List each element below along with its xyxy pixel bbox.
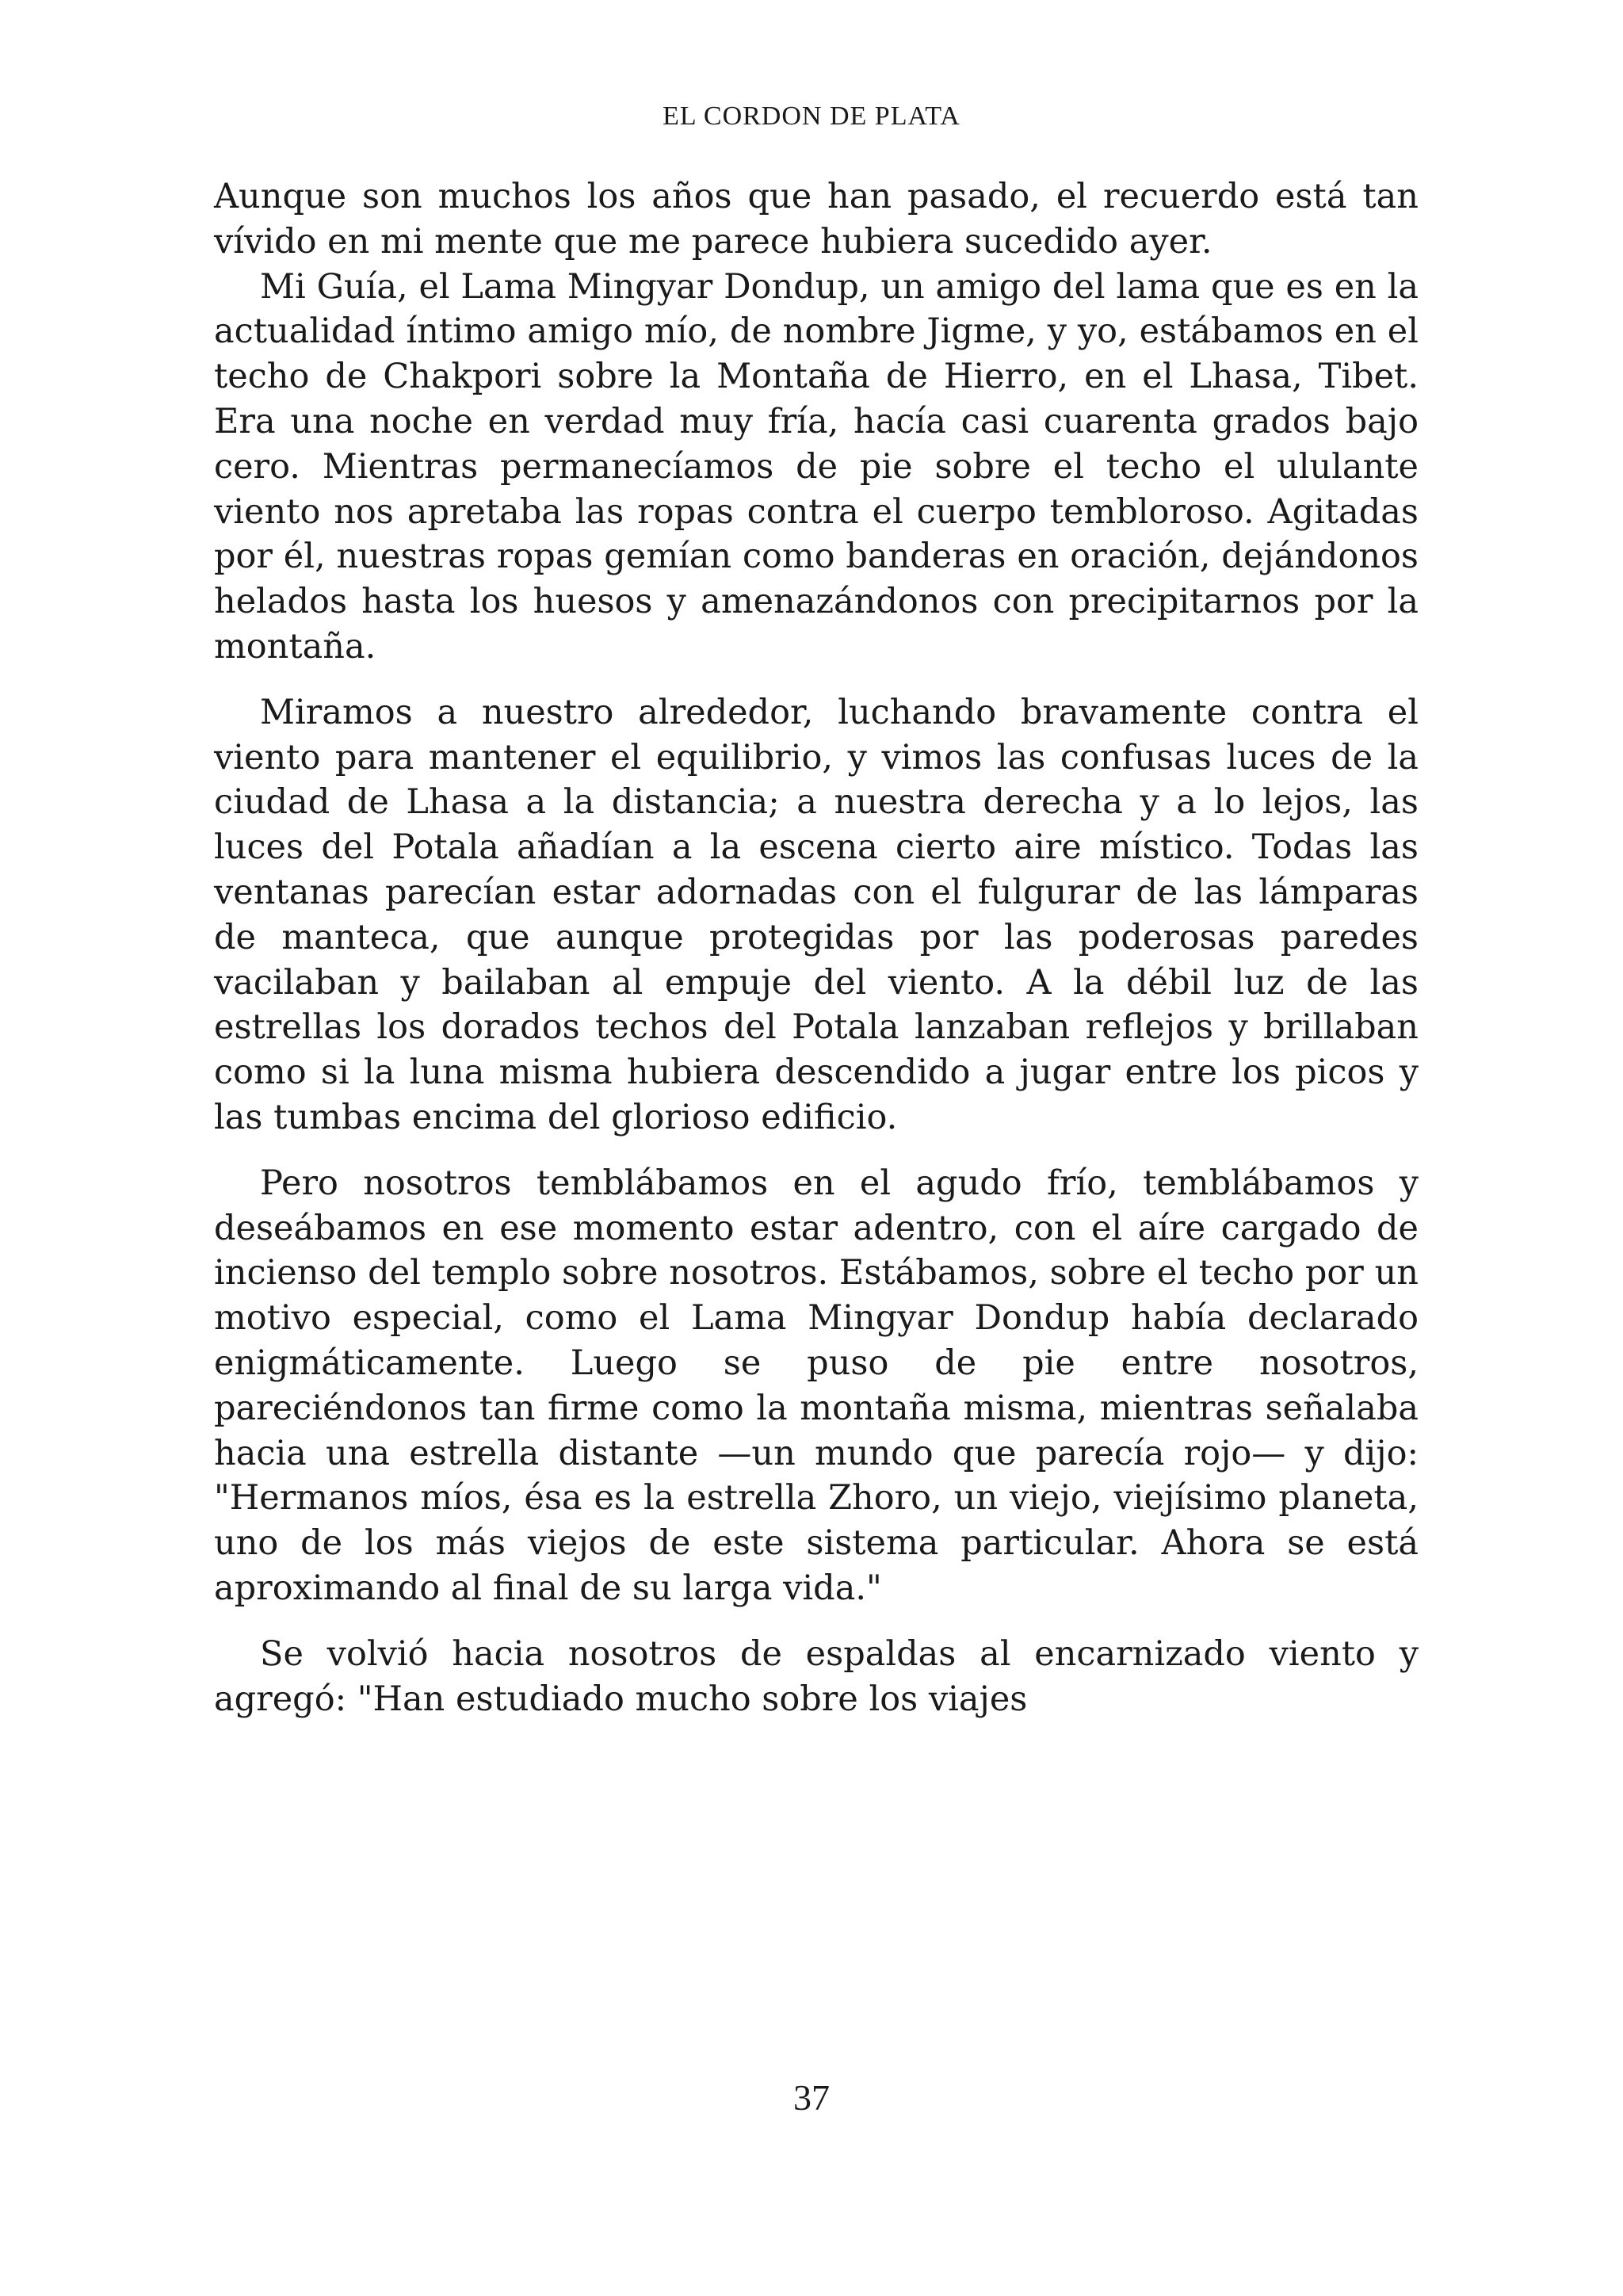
paragraph-5: Se volvió hacia nosotros de espaldas al encarnizado viento y agregó: "Han estudiado mucho sobre los viajes xyxy=(214,1633,1419,1719)
running-head-title: EL CORDON DE PLATA xyxy=(663,101,960,131)
paragraph-1: Aunque son muchos los años que han pasado, el recuerdo está tan vívido en mi mente que me parece hubiera sucedido ayer. xyxy=(214,177,1419,262)
page-number: 37 xyxy=(793,2077,830,2118)
paragraph-4: Pero nosotros temblábamos en el agudo frío, temblábamos y deseábamos en ese momento estar adentro, con el aíre cargado de incienso del templo sobre nosotros. Estábamos, sobre el techo por un motivo especial, como el Lama Mingyar Dondup había declarado enigmáticamente. Luego se puso de pie entre nosotros, pareciéndonos tan firme como la montaña misma, mientras señalaba hacia una estrella distante —un mundo que parecía rojo— y dijo: "Hermanos míos, ésa es la estrella Zhoro, un viejo, viejísimo planeta, uno de los más viejos de este sistema particular. Ahora se está aproximando al final de su larga vida." xyxy=(214,1163,1419,1608)
body-text xyxy=(214,174,1419,1721)
paragraph-2: Mi Guía, el Lama Mingyar Dondup, un amigo del lama que es en la actualidad íntimo amigo mío, de nombre Jigme, y yo, estábamos en el techo de Chakpori sobre la Montaña de Hierro, en el Lhasa, Tibet. Era una noche en verdad muy fría, hacía casi cuarenta grados bajo cero. Mientras permanecíamos de pie sobre el techo el ululante viento nos apretaba las ropas contra el cuerpo tembloroso. Agitadas por él, nuestras ropas gemían como banderas en oración, dejándonos helados hasta los huesos y amenazándonos con precipitarnos por la montaña. xyxy=(214,266,1419,667)
paragraph-3: Miramos a nuestro alrededor, luchando bravamente contra el viento para mantener el equilibrio, y vimos las confusas luces de la ciudad de Lhasa a la distancia; a nuestra derecha y a lo lejos, las luces del Potala añadían a la escena cierto aire místico. Todas las ventanas parecían estar adornadas con el fulgurar de las lámparas de manteca, que aunque protegidas por las poderosas paredes vacilaban y bailaban al empuje del viento. A la débil luz de las estrellas los dorados techos del Potala lanzaban reflejos y brillaban como si la luna misma hubiera descendido a jugar entre los picos y las tumbas encima del glorioso edificio. xyxy=(214,692,1419,1137)
